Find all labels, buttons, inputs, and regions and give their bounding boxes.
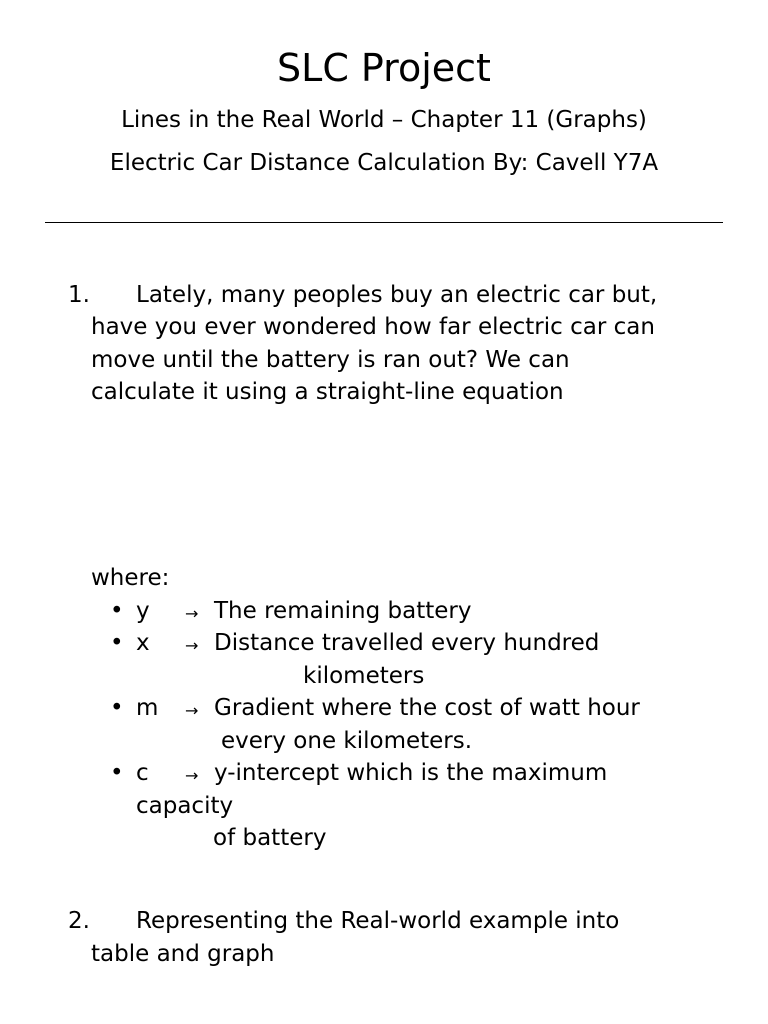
- page-subtitle: Lines in the Real World – Chapter 11 (Graphs): [121, 107, 647, 133]
- divider: [45, 222, 723, 223]
- definition-variable: m: [136, 695, 159, 721]
- section-2-line: table and graph: [91, 941, 275, 967]
- bullet-icon: •: [110, 630, 124, 656]
- arrow-icon: →: [185, 701, 199, 720]
- page-byline: Electric Car Distance Calculation By: Cavell Y7A: [109, 150, 659, 176]
- section-1-line: Lately, many peoples buy an electric car but,: [136, 282, 658, 308]
- definition-text: capacity: [136, 793, 234, 819]
- definition-variable: y: [136, 598, 150, 624]
- arrow-icon: →: [185, 604, 199, 623]
- definition-text: The remaining battery: [214, 598, 472, 624]
- section-1-number: 1.: [68, 282, 90, 308]
- definition-text: of battery: [213, 825, 327, 851]
- arrow-icon: →: [185, 766, 199, 785]
- section-1-line: have you ever wondered how far electric car can: [91, 314, 655, 340]
- where-label: where:: [91, 565, 170, 591]
- definition-text: Gradient where the cost of watt hour: [214, 695, 640, 721]
- definition-variable: c: [136, 760, 149, 786]
- definition-text: y-intercept which is the maximum: [214, 760, 608, 786]
- arrow-icon: →: [185, 636, 199, 655]
- bullet-icon: •: [110, 695, 124, 721]
- page-title: SLC Project: [277, 46, 491, 90]
- section-2-number: 2.: [68, 908, 90, 934]
- bullet-icon: •: [110, 760, 124, 786]
- bullet-icon: •: [110, 598, 124, 624]
- definition-variable: x: [136, 630, 150, 656]
- section-1-line: move until the battery is ran out? We can: [91, 347, 570, 373]
- definition-text: Distance travelled every hundred: [214, 630, 600, 656]
- definition-text: every one kilometers.: [221, 728, 473, 754]
- section-1-line: calculate it using a straight-line equation: [91, 379, 564, 405]
- section-2-line: Representing the Real-world example into: [136, 908, 620, 934]
- definition-text: kilometers: [303, 663, 425, 689]
